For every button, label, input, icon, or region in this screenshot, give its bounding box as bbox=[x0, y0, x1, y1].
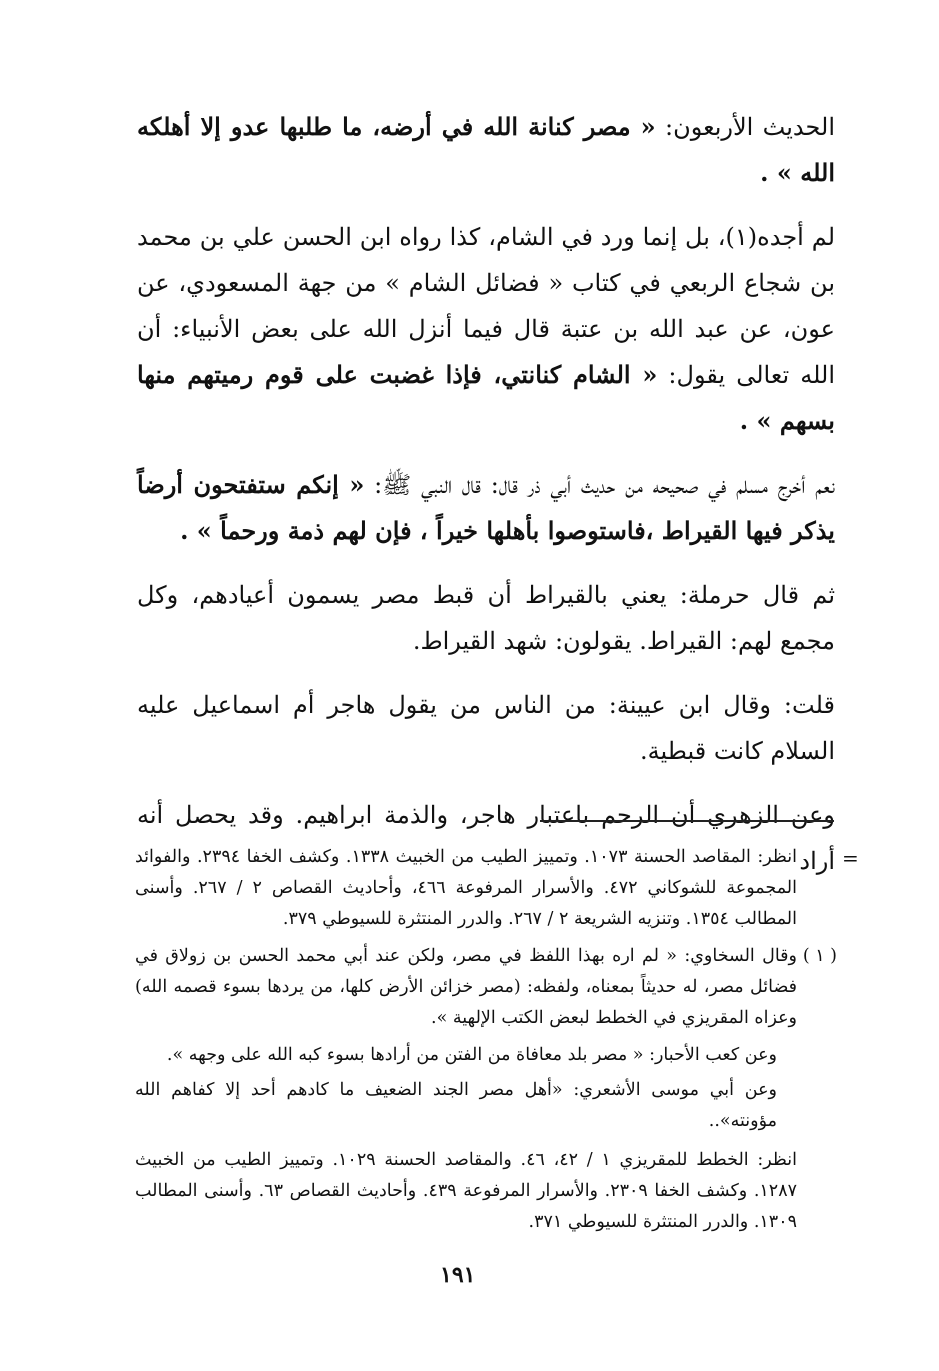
page-number: ١٩١ bbox=[440, 1262, 476, 1288]
paragraph-ibn-uyayna bbox=[137, 682, 835, 774]
paragraph-text: لم أجده(١)، بل إنما ورد في الشام، كذا رواه ابن الحسن علي بن محمد بن شجاع الربعي في كتاب « فضائل الشام » من جهة المسعودي، عن عون، عن عبد الله بن عتبة قال فيما أنزل الله على بعض الأنبياء: أن الله تعالى يقول: bbox=[137, 223, 836, 389]
paragraph-text: وعن الزهري أن الرحم باعتبار هاجر، والذمة ابراهيم. وقد يحصل أنه أراد bbox=[137, 801, 835, 875]
footnote-kaab: وعن كعب الأحبار: « مصر بلد معافاة من الفتن من أرادها بسوء كبه الله على وجهه ». bbox=[166, 1045, 777, 1065]
paragraph-text: نعم أخرج مسلم في صحيحه من حديث أبي ذر قال: قال النبي ﷺ: bbox=[364, 471, 836, 499]
footnote-1-text: وقال السخاوي: « لم اره بهذا اللفظ في مصر، ولكن عند أبي محمد الحسن بن زولاق في فضائل مصر، له حديثاً بمعناه، ولفظه: (مصر خزائن الأرض كلها، من يردها بسوء قصمه الله) وعزاه المقريزي في الخطط لبعض الكتب الإلهية ». bbox=[135, 946, 797, 1028]
footnote-1 bbox=[135, 941, 837, 1238]
hadith-quote-bold: « الشام كنانتي، فإذا غضبت على قوم رميتهم منها بسهم » . bbox=[137, 360, 835, 435]
footnotes bbox=[135, 842, 837, 1238]
paragraph-text: قلت: وقال ابن عيينة: من الناس من يقول هاجر أم اسماعيل عليه السلام كانت قبطية. bbox=[137, 691, 835, 765]
hadith-quote-bold: « إنكم ستفتحون أرضاً يذكر فيها القيراط ،فاستوصوا بأهلها خيراً ، فإن لهم ذمة ورحماً » . bbox=[137, 470, 835, 545]
footnote-continuation: انظر: المقاصد الحسنة ١٠٧٣. وتمييز الطيب من الخبيث ١٣٣٨. وكشف الخفا ٢٣٩٤. والفوائد المجموعة للشوكاني ٤٧٢. والأسرار المرفوعة ٤٦٦، وأحاديث القصاص ٢ / ٢٦٧. وأسنى المطالب ١٣٥٤. وتنزيه الشريعة ٢ / ٢٦٧. والدرر المنتثرة للسيوطي ٣٧٩. bbox=[135, 847, 798, 929]
paragraph-sham bbox=[137, 214, 835, 444]
paragraph-muslim bbox=[137, 462, 835, 554]
main-text bbox=[137, 104, 835, 902]
footnote-number: ( ١ ) bbox=[802, 946, 837, 966]
footnote-references: انظر: الخطط للمقريزي ١ / ٤٢، ٤٦. والمقاصد الحسنة ١٠٢٩. وتمييز الطيب من الخبيث ١٢٨٧. وكشف الخفا ٢٣٠٩. والأسرار المرفوعة ٤٣٩. وأحاديث القصاص ٦٣. وأسنى المطالب ١٣٠٩. والدرر المنتثرة للسيوطي ٣٧١. bbox=[135, 1150, 798, 1232]
paragraph-text: ثم قال حرملة: يعني بالقيراط أن قبط مصر يسمون أعيادهم، وكل مجمع لهم: القيراط. يقولون: شهد القيراط. bbox=[137, 581, 835, 655]
paragraph-text: الحديث الأربعون: bbox=[655, 113, 835, 141]
hadith-quote-bold: « مصر كنانة الله في أرضه، ما طلبها عدو إلا أهلكه الله » . bbox=[137, 112, 835, 187]
continuation-mark: = bbox=[842, 846, 859, 870]
footnote-divider bbox=[540, 820, 834, 822]
footnote-ashari: وعن أبي موسى الأشعري: «أهل مصر الجند الضعيف ما كادهم أحد إلا كفاهم الله مؤونته».. bbox=[135, 1080, 777, 1131]
paragraph-hadith-40 bbox=[137, 104, 835, 196]
paragraph-harmala bbox=[137, 572, 835, 664]
